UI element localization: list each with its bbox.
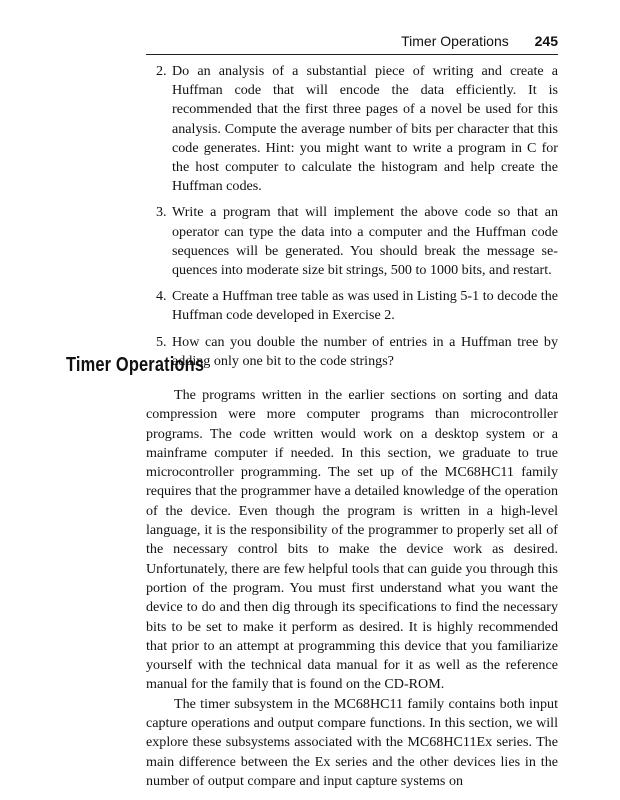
running-head [401,33,558,49]
exercise-text: How can you double the number of entries in a Huffman tree by adding only one bit to the code strings? [172,333,558,369]
exercise-item [156,333,558,371]
exercise-item [156,62,558,196]
exercise-item [156,203,558,280]
exercise-list [156,62,558,378]
body-paragraph: The timer subsystem in the MC68HC11 family contains both input capture operations and output compare functions. In this section, we will explore these subsystems associated with the MC68HC11Ex series. The main difference between the Ex series and the other devices lies in the number of output compare and input capture systems on [146,695,558,789]
exercise-number: 4. [156,288,167,305]
exercise-text: Do an analysis of a substantial piece of writing and create a Huffman code that will encode the data efficiently. It is recommended that the first three pages of a novel be used for this analysis. Compute the average number of bits per character that this code generates. Hint: you might want to write a program in C for the host computer to calculate the histogram and help create the Huffman codes. [172,63,558,195]
running-head-title: Timer Operations [401,33,509,49]
exercise-text: Write a program that will implement the above code so that an operator can type the data into a computer and the Huffman code sequences will be generated. You should break the message sequences into moderate size bit strings, 500 to 1000 bits, and restart. [172,204,558,279]
exercise-number: 2. [156,63,167,79]
section-heading: Timer Operations [66,354,205,376]
section-body [146,386,558,791]
exercise-number: 5. [156,333,167,350]
exercise-text: Create a Huffman tree table as was used in Listing 5-1 to decode the Huffman code developed in Exercise 2. [172,288,558,324]
page-number: 245 [534,33,558,49]
exercise-number: 3. [156,204,167,221]
body-paragraph: The programs written in the earlier sections on sorting and data compression were more computer programs than microcontroller programs. The code written would work on a desktop system or a mainframe computer if needed. In this section, we graduate to true microcontroller programming. The set up of the MC68HC11 family requires that the programmer have a detailed knowledge of the operation of the device. Even though the program is written in a high-level language, it is the responsibility of the programmer to properly set all of the necessary control bits to make the device work as desired. Unfortunately, there are few helpful tools that can guide you through this portion of the program. You must first understand what you want the device to do and then dig through its specifications to find the necessary bits to be set to make it perform as desired. It is highly recommended that prior to an attempt at programming this device that you familiarize yourself with the technical data manual for it as well as the reference manual for the family that is found on the CD-ROM. [146,387,558,693]
header-rule [146,54,558,55]
exercise-item [156,287,558,325]
